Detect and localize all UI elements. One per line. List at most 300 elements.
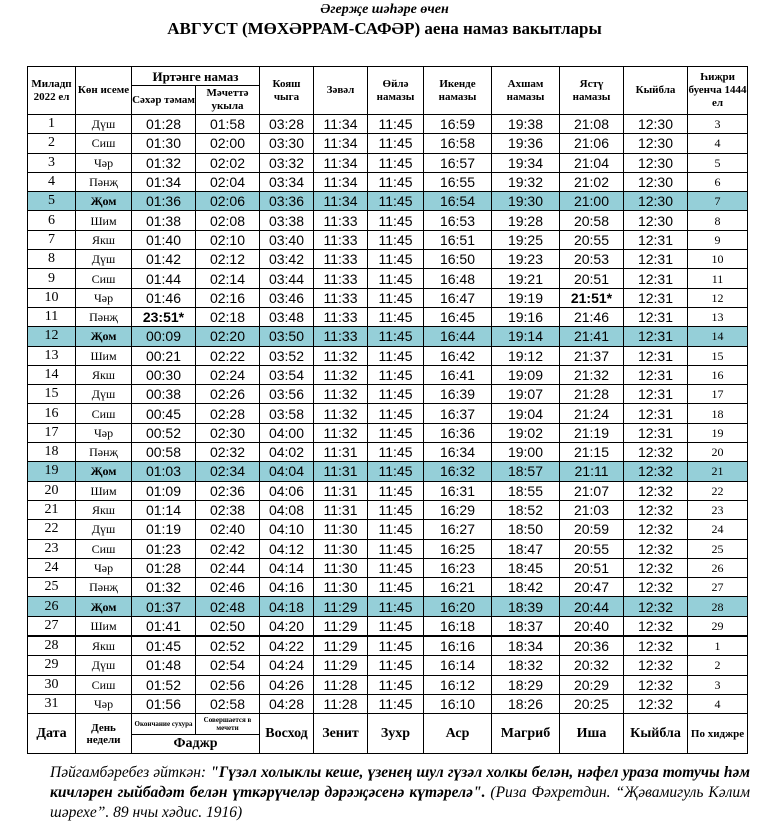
table-cell: 21:41	[560, 327, 624, 346]
table-cell: 18:42	[492, 578, 560, 597]
table-cell: 12:32	[624, 636, 688, 656]
table-row	[28, 616, 748, 636]
table-cell: 03:34	[260, 172, 314, 191]
table-cell: 16:48	[424, 269, 492, 288]
table-cell: 16:32	[424, 462, 492, 481]
header-hijri: Һиҗри буенча 1444 ел	[688, 67, 748, 115]
table-cell: 21:04	[560, 153, 624, 172]
table-cell: 01:14	[132, 500, 196, 519]
table-cell: 11:32	[314, 423, 368, 442]
table-cell: 18:47	[492, 539, 560, 558]
table-cell: 19:12	[492, 346, 560, 365]
table-cell: 04:20	[260, 616, 314, 636]
table-cell: 11:30	[314, 558, 368, 577]
table-cell: 04:00	[260, 423, 314, 442]
table-cell: 02:06	[196, 192, 260, 211]
table-cell: 23	[28, 539, 76, 558]
table-cell: 11:45	[368, 520, 424, 539]
table-cell: 11:34	[314, 134, 368, 153]
header-zaval: Зәвәл	[314, 67, 368, 115]
quote-intro: Пәйгамбәребез әйткән:	[50, 764, 211, 781]
table-cell: 12:31	[624, 404, 688, 423]
table-cell: 02:04	[196, 172, 260, 191]
table-cell: 15	[28, 385, 76, 404]
table-cell: 21:11	[560, 462, 624, 481]
table-cell: 11:32	[314, 385, 368, 404]
table-cell: 04:28	[260, 694, 314, 713]
table-cell: 01:42	[132, 250, 196, 269]
table-cell: 12:31	[624, 230, 688, 249]
table-cell: 19:32	[492, 172, 560, 191]
table-cell: 2	[688, 656, 748, 675]
table-cell: 11:45	[368, 462, 424, 481]
table-cell: 29	[28, 656, 76, 675]
table-cell: 16:39	[424, 385, 492, 404]
table-cell: 12:30	[624, 134, 688, 153]
table-cell: 01:32	[132, 153, 196, 172]
table-row	[28, 462, 748, 481]
table-cell: 11:45	[368, 346, 424, 365]
table-cell: 11:45	[368, 365, 424, 384]
table-cell: 12:32	[624, 539, 688, 558]
table-row	[28, 153, 748, 172]
table-cell: 4	[688, 694, 748, 713]
table-cell: 03:56	[260, 385, 314, 404]
table-cell: 18:57	[492, 462, 560, 481]
table-cell: 20	[688, 443, 748, 462]
table-cell: 14	[28, 365, 76, 384]
table-cell: 19:23	[492, 250, 560, 269]
table-cell: 03:32	[260, 153, 314, 172]
table-cell: 20:47	[560, 578, 624, 597]
table-cell: 24	[28, 558, 76, 577]
table-cell: 11:30	[314, 520, 368, 539]
table-cell: 11:29	[314, 597, 368, 616]
table-cell: 4	[688, 134, 748, 153]
table-cell: 04:10	[260, 520, 314, 539]
table-cell: 11:45	[368, 307, 424, 326]
header-yastu: Ястү намазы	[560, 67, 624, 115]
table-cell: 12:32	[624, 578, 688, 597]
table-cell: 11:32	[314, 404, 368, 423]
table-row	[28, 327, 748, 346]
table-cell: 03:46	[260, 288, 314, 307]
table-row	[28, 694, 748, 713]
footer-zuhr: Зухр	[368, 714, 424, 754]
table-cell: 18:34	[492, 636, 560, 656]
table-cell: 11:45	[368, 250, 424, 269]
table-cell: Якш	[76, 636, 132, 656]
table-cell: 20:32	[560, 656, 624, 675]
table-cell: 20:51	[560, 269, 624, 288]
table-cell: 8	[28, 250, 76, 269]
table-cell: 11:28	[314, 675, 368, 694]
table-cell: 03:58	[260, 404, 314, 423]
table-cell: 20:40	[560, 616, 624, 636]
table-row	[28, 385, 748, 404]
table-cell: 01:44	[132, 269, 196, 288]
table-cell: 5	[688, 153, 748, 172]
table-row	[28, 539, 748, 558]
table-cell: 6	[28, 211, 76, 230]
header-irtange: Иртәнге намаз	[132, 67, 260, 86]
header-oila: Өйлә намазы	[368, 67, 424, 115]
table-cell: 11:29	[314, 616, 368, 636]
table-cell: 12:31	[624, 307, 688, 326]
table-cell: 11:45	[368, 616, 424, 636]
table-row	[28, 134, 748, 153]
table-row	[28, 443, 748, 462]
table-cell: 21:46	[560, 307, 624, 326]
table-cell: 7	[688, 192, 748, 211]
table-cell: 11:45	[368, 636, 424, 656]
table-row	[28, 346, 748, 365]
table-cell: 11:32	[314, 365, 368, 384]
footer-isha: Иша	[560, 714, 624, 754]
header-kyibla: Кыйбла	[624, 67, 688, 115]
table-cell: 12:32	[624, 443, 688, 462]
table-cell: Шим	[76, 481, 132, 500]
table-cell: 03:48	[260, 307, 314, 326]
table-cell: 11:31	[314, 481, 368, 500]
table-row	[28, 675, 748, 694]
table-cell: 21:28	[560, 385, 624, 404]
table-cell: 00:58	[132, 443, 196, 462]
table-row	[28, 404, 748, 423]
table-cell: Җом	[76, 192, 132, 211]
table-cell: 19:21	[492, 269, 560, 288]
table-cell: 12:31	[624, 346, 688, 365]
page-title: АВГУСТ (МӨХӘРРАМ-САФӘР) аена намаз вакытлары	[167, 19, 602, 38]
table-cell: 02:58	[196, 694, 260, 713]
table-cell: 16:34	[424, 443, 492, 462]
prayer-times-table	[27, 66, 748, 754]
table-row	[28, 520, 748, 539]
table-cell: 21:32	[560, 365, 624, 384]
table-cell: 01:03	[132, 462, 196, 481]
header-kon: Көн исеме	[76, 67, 132, 115]
table-cell: 01:46	[132, 288, 196, 307]
table-cell: 20:36	[560, 636, 624, 656]
table-cell: 19:34	[492, 153, 560, 172]
table-cell: 3	[28, 153, 76, 172]
table-cell: Сиш	[76, 269, 132, 288]
table-cell: 18:45	[492, 558, 560, 577]
table-cell: 9	[28, 269, 76, 288]
table-cell: 01:52	[132, 675, 196, 694]
table-cell: 16:57	[424, 153, 492, 172]
table-cell: 16	[688, 365, 748, 384]
table-cell: 19:00	[492, 443, 560, 462]
table-cell: 17	[28, 423, 76, 442]
table-cell: 11:45	[368, 385, 424, 404]
table-cell: 02:44	[196, 558, 260, 577]
footer-magrib: Магриб	[492, 714, 560, 754]
table-cell: Сиш	[76, 675, 132, 694]
table-cell: 12:31	[624, 423, 688, 442]
table-cell: 21:07	[560, 481, 624, 500]
footer-okonch: Окончание сухура	[132, 714, 196, 735]
title-city: Әгерҗе шәһәре өчен	[320, 2, 449, 17]
table-cell: 21:08	[560, 115, 624, 134]
table-cell: 28	[28, 636, 76, 656]
table-cell: 16:37	[424, 404, 492, 423]
table-cell: 16	[28, 404, 76, 423]
table-cell: 11:34	[314, 115, 368, 134]
table-cell: 19:07	[492, 385, 560, 404]
table-cell: 11:45	[368, 423, 424, 442]
table-cell: 11:45	[368, 115, 424, 134]
table-cell: 12:32	[624, 616, 688, 636]
table-cell: 16:20	[424, 597, 492, 616]
table-cell: 13	[28, 346, 76, 365]
table-cell: Шим	[76, 346, 132, 365]
table-cell: 15	[688, 346, 748, 365]
table-cell: Чәр	[76, 694, 132, 713]
table-cell: 18:52	[492, 500, 560, 519]
table-cell: 21:24	[560, 404, 624, 423]
table-cell: 24	[688, 520, 748, 539]
table-cell: 11:45	[368, 192, 424, 211]
table-cell: 19	[688, 423, 748, 442]
footer-data: Дата	[28, 714, 76, 754]
table-cell: 02:18	[196, 307, 260, 326]
table-cell: Сиш	[76, 539, 132, 558]
table-cell: 12:31	[624, 385, 688, 404]
footer-voshod: Восход	[260, 714, 314, 754]
table-row	[28, 192, 748, 211]
table-cell: 11:45	[368, 211, 424, 230]
table-cell: 9	[688, 230, 748, 249]
table-cell: 16:29	[424, 500, 492, 519]
table-cell: 16:16	[424, 636, 492, 656]
table-cell: 02:56	[196, 675, 260, 694]
table-cell: 16:47	[424, 288, 492, 307]
table-cell: 02:10	[196, 230, 260, 249]
table-cell: 11:45	[368, 230, 424, 249]
table-cell: 01:19	[132, 520, 196, 539]
table-cell: 11:33	[314, 230, 368, 249]
table-cell: 03:44	[260, 269, 314, 288]
table-cell: 12:32	[624, 481, 688, 500]
table-cell: 04:12	[260, 539, 314, 558]
table-cell: 7	[28, 230, 76, 249]
table-cell: 16:54	[424, 192, 492, 211]
table-cell: 29	[688, 616, 748, 636]
table-cell: 28	[688, 597, 748, 616]
table-cell: Дүш	[76, 520, 132, 539]
table-cell: 11:45	[368, 172, 424, 191]
table-cell: 11:33	[314, 307, 368, 326]
table-cell: 22	[28, 520, 76, 539]
table-cell: 18:55	[492, 481, 560, 500]
table-cell: 11:45	[368, 656, 424, 675]
table-cell: 11:45	[368, 694, 424, 713]
table-cell: 03:30	[260, 134, 314, 153]
table-cell: 3	[688, 675, 748, 694]
table-cell: 04:26	[260, 675, 314, 694]
table-cell: 11	[28, 307, 76, 326]
table-cell: 19:19	[492, 288, 560, 307]
table-cell: 02:16	[196, 288, 260, 307]
table-cell: 11:45	[368, 404, 424, 423]
table-cell: 14	[688, 327, 748, 346]
table-cell: 11:45	[368, 134, 424, 153]
table-cell: 26	[28, 597, 76, 616]
table-cell: 20	[28, 481, 76, 500]
table-row	[28, 269, 748, 288]
table-cell: 10	[688, 250, 748, 269]
table-cell: 01:34	[132, 172, 196, 191]
table-cell: Якш	[76, 500, 132, 519]
table-cell: 20:44	[560, 597, 624, 616]
table-cell: 04:22	[260, 636, 314, 656]
table-cell: 16:53	[424, 211, 492, 230]
table-cell: Сиш	[76, 134, 132, 153]
table-cell: 04:18	[260, 597, 314, 616]
table-cell: 11:34	[314, 153, 368, 172]
table-cell: 01:36	[132, 192, 196, 211]
table-cell: 21	[28, 500, 76, 519]
table-cell: 18	[28, 443, 76, 462]
table-cell: 02:20	[196, 327, 260, 346]
table-cell: 16:55	[424, 172, 492, 191]
table-cell: 16:45	[424, 307, 492, 326]
table-cell: Шим	[76, 616, 132, 636]
table-cell: Җом	[76, 327, 132, 346]
header-machette: Мәчеттә укыла	[196, 86, 260, 115]
table-cell: 16:42	[424, 346, 492, 365]
table-cell: 19:02	[492, 423, 560, 442]
table-cell: 20:29	[560, 675, 624, 694]
table-cell: 16:51	[424, 230, 492, 249]
table-cell: 21:02	[560, 172, 624, 191]
table-cell: 12:32	[624, 675, 688, 694]
table-cell: 16:44	[424, 327, 492, 346]
table-cell: 02:40	[196, 520, 260, 539]
table-cell: 01:48	[132, 656, 196, 675]
table-cell: 16:31	[424, 481, 492, 500]
table-cell: 16:25	[424, 539, 492, 558]
table-cell: 11:45	[368, 327, 424, 346]
table-body	[28, 115, 748, 714]
table-cell: 02:30	[196, 423, 260, 442]
table-cell: 11:33	[314, 327, 368, 346]
table-cell: 31	[28, 694, 76, 713]
table-cell: 16:21	[424, 578, 492, 597]
table-cell: 11:33	[314, 269, 368, 288]
table-row	[28, 656, 748, 675]
table-cell: 21:19	[560, 423, 624, 442]
table-cell: Чәр	[76, 153, 132, 172]
table-cell: 16:36	[424, 423, 492, 442]
table-cell: 11:34	[314, 172, 368, 191]
table-row	[28, 500, 748, 519]
table-cell: 00:45	[132, 404, 196, 423]
table-cell: 11:31	[314, 462, 368, 481]
table-cell: 5	[28, 192, 76, 211]
table-cell: 17	[688, 385, 748, 404]
table-cell: 12	[688, 288, 748, 307]
table-cell: 16:10	[424, 694, 492, 713]
table-cell: 02:14	[196, 269, 260, 288]
table-cell: Чәр	[76, 423, 132, 442]
table-cell: 27	[28, 616, 76, 636]
table-cell: 02:48	[196, 597, 260, 616]
table-cell: 18:39	[492, 597, 560, 616]
table-cell: 18:37	[492, 616, 560, 636]
table-cell: 19	[28, 462, 76, 481]
table-cell: 20:25	[560, 694, 624, 713]
table-cell: 21:51*	[560, 288, 624, 307]
table-row	[28, 558, 748, 577]
table-cell: 04:02	[260, 443, 314, 462]
table-cell: 19:38	[492, 115, 560, 134]
table-cell: 21:37	[560, 346, 624, 365]
table-cell: 02:00	[196, 134, 260, 153]
table-cell: 16:58	[424, 134, 492, 153]
table-cell: 11:34	[314, 192, 368, 211]
table-row	[28, 423, 748, 442]
table-cell: 02:02	[196, 153, 260, 172]
table-cell: Шим	[76, 211, 132, 230]
table-cell: 11:31	[314, 500, 368, 519]
table-cell: 21:06	[560, 134, 624, 153]
table-cell: 23:51*	[132, 307, 196, 326]
footer-po: По хиджре	[688, 714, 748, 754]
table-cell: Чәр	[76, 558, 132, 577]
table-cell: 00:30	[132, 365, 196, 384]
table-cell: 11:45	[368, 597, 424, 616]
table-cell: 12:30	[624, 153, 688, 172]
table-cell: 19:14	[492, 327, 560, 346]
table-cell: 02:24	[196, 365, 260, 384]
table-cell: 1	[28, 115, 76, 134]
header-sahar: Сәхәр тәмам	[132, 86, 196, 115]
table-cell: 12:31	[624, 269, 688, 288]
table-cell: Дүш	[76, 250, 132, 269]
table-cell: 18:32	[492, 656, 560, 675]
table-cell: 11:45	[368, 153, 424, 172]
table-cell: 18	[688, 404, 748, 423]
table-cell: 11:30	[314, 578, 368, 597]
table-cell: 03:52	[260, 346, 314, 365]
table-cell: 11:45	[368, 500, 424, 519]
table-cell: 26	[688, 558, 748, 577]
table-cell: 19:28	[492, 211, 560, 230]
table-cell: 13	[688, 307, 748, 326]
table-cell: 21:03	[560, 500, 624, 519]
header-ahsham: Ахшам намазы	[492, 67, 560, 115]
table-cell: 20:55	[560, 230, 624, 249]
table-cell: 12:32	[624, 558, 688, 577]
table-row	[28, 230, 748, 249]
table-cell: 19:36	[492, 134, 560, 153]
table-cell: 03:28	[260, 115, 314, 134]
table-cell: 03:40	[260, 230, 314, 249]
table-cell: 11:30	[314, 539, 368, 558]
table-cell: 12:32	[624, 694, 688, 713]
table-cell: 16:12	[424, 675, 492, 694]
table-cell: 02:38	[196, 500, 260, 519]
table-cell: Пәнҗ	[76, 443, 132, 462]
table-cell: 01:28	[132, 558, 196, 577]
table-cell: 11:32	[314, 346, 368, 365]
table-cell: Пәнҗ	[76, 307, 132, 326]
table-cell: Сиш	[76, 404, 132, 423]
table-cell: 02:50	[196, 616, 260, 636]
table-cell: 00:09	[132, 327, 196, 346]
